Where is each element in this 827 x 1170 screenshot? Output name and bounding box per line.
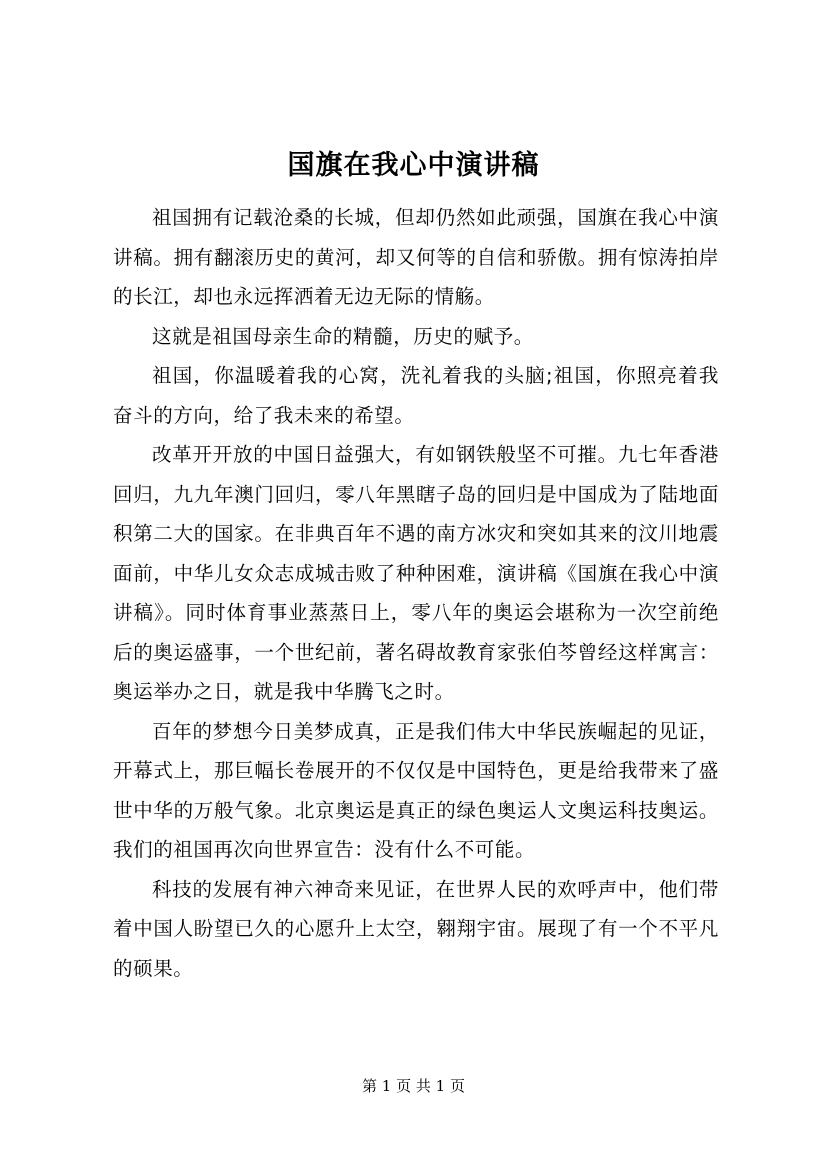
document-title: 国旗在我心中演讲稿 — [287, 150, 540, 181]
paragraph: 百年的梦想今日美梦成真，正是我们伟大中华民族崛起的见证，开幕式上，那巨幅长卷展开的不仅仅是中国特色，更是给我带来了盛世中华的万般气象。北京奥运是真正的绿色奥运人文奥运科技奥运。我们的祖国再次向世界宣告：没有什么不可能。 — [113, 719, 719, 861]
paragraph: 祖国，你温暖着我的心窝，洗礼着我的头脑;祖国，你照亮着我奋斗的方向，给了我未来的希望。 — [113, 364, 719, 427]
page-footer: 第 1 页 共 1 页 — [362, 1077, 465, 1095]
paragraph: 祖国拥有记载沧桑的长城，但却仍然如此顽强，国旗在我心中演讲稿。拥有翻滚历史的黄河，却又何等的自信和骄傲。拥有惊涛拍岸的长江，却也永远挥洒着无边无际的情觞。 — [113, 206, 719, 308]
document-body — [113, 198, 719, 988]
paragraph: 科技的发展有神六神奇来见证，在世界人民的欢呼声中，他们带着中国人盼望已久的心愿升上太空，翱翔宇宙。展现了有一个不平凡的硕果。 — [113, 877, 719, 980]
paragraph: 这就是祖国母亲生命的精髓，历史的赋予。 — [152, 324, 534, 348]
paragraph: 改革开开放的中国日益强大，有如钢铁般坚不可摧。九七年香港回归，九九年澳门回归，零八年黑瞎子岛的回归是中国成为了陆地面积第二大的国家。在非典百年不遇的南方冰灾和突如其来的汶川地震面前，中华儿女众志成城击败了种种困难，演讲稿《国旗在我心中演讲稿》。同时体育事业蒸蒸日上，零八年的奥运会堪称为一次空前绝后的奥运盛事，一个世纪前，著名碍故教育家张伯芩曾经这样寓言：奥运举办之日，就是我中华腾飞之时。 — [113, 443, 719, 703]
